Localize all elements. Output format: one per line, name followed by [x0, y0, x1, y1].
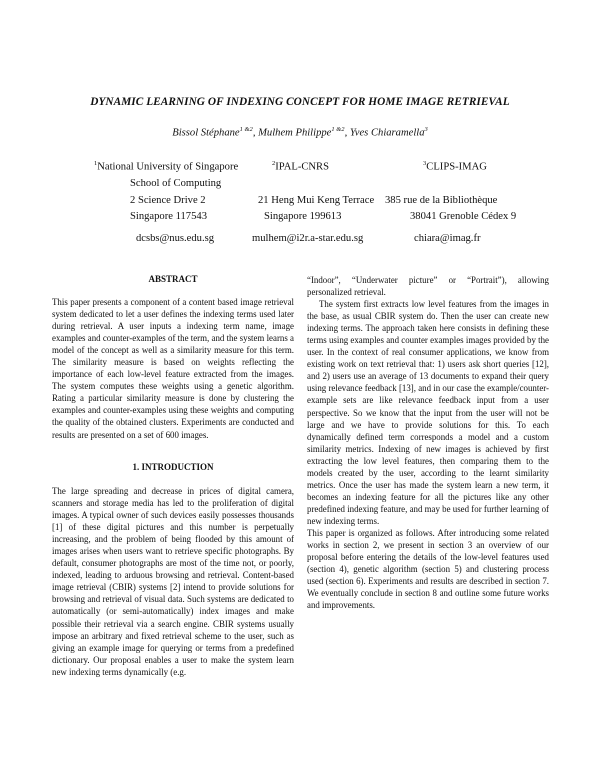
affiliation-line: CLIPS-IMAG — [426, 161, 487, 173]
affiliation-2 — [258, 156, 374, 226]
abstract-heading: ABSTRACT — [148, 274, 198, 284]
author-name: Mulhem Philippe — [258, 127, 332, 139]
continuation-paragraph: “Indoor”, “Underwater picture” or “Portrait”), allowing personalized retrieval. — [307, 275, 549, 298]
email-3: chiara@imag.fr — [414, 233, 481, 244]
right-column — [307, 274, 549, 611]
affiliation-line: National University of Singapore — [97, 161, 239, 173]
affiliation-line: IPAL-CNRS — [275, 161, 330, 173]
affiliation-line: 385 rue de la Bibliothèque — [385, 194, 498, 206]
author-name: Bissol Stéphane — [172, 127, 240, 139]
affiliation-mark: 1 — [94, 160, 98, 167]
author-affiliation-mark: 1 &2 — [239, 126, 253, 133]
introduction-heading: 1. INTRODUCTION — [132, 462, 214, 472]
affiliation-1 — [94, 156, 238, 226]
abstract-paragraph: This paper presents a component of a content based image retrieval system dedicated to let a user defines the indexing terms used later during retrieval. A user inputs a indexing term name, image examples and counter-examples of the term, and the system learns a model of the concept as well as a similarity measure for this term. The similarity measure is based on weights reflecting the importance of each low-level feature extracted from the images. The system computes these weights using a genetic algorithm. Rating a particular similarity measure is done by clustering the examples and counter-examples using these weights and computing the quality of the obtained clusters. Experiments are conducted and results are presented on a set of 600 images. — [52, 297, 294, 440]
affiliation-3 — [383, 156, 516, 226]
abstract-body — [52, 296, 294, 441]
affiliation-mark: 2 — [272, 160, 276, 167]
affiliation-line: 2 Science Drive 2 — [130, 194, 206, 206]
system-paragraph: The system first extracts low level features from the images in the base, as usual CBIR system do. Then the user can create new indexing terms. The approach taken here consists in defining these terms using examples and counter examples images provided by the user. In the context of real consumer applications, we know from existing work on text retrieval that: 1) users ask short queries [12], and 2) users use an average of 13 documents to expand their query using relevance feedback [13], and in our case the example/counter-example sets are like relevance feedback input from a user perspective. So we know that the input from the user will not be large and we have to provide solutions for this. To each dynamically defined term corresponds a model and a custom similarity metrics. Indexing of new images is achieved by first extracting the low level features, then comparing them to the models created by the user, according to the learnt similarity metrics. Once the user has made the system learn a new term, it becomes an indexing feature for all the pictures like any other predefined indexing feature, and may be used for further learning of new indexing terms. — [307, 299, 549, 526]
email-1: dcsbs@nus.edu.sg — [136, 233, 215, 244]
organization-paragraph: This paper is organized as follows. After introducing some related works in section 2, we present in section 3 an overview of our proposal before entering the details of the low-level features used (section 4), genetic algorithm (section 5) and clustering process used (section 6). Experiments and results are described in section 7. We eventually conclude in section 8 and outline some future works and improvements. — [307, 527, 549, 611]
author-list: Bissol Stéphane$^{1 \&2}$, Mulhem Philippe$^{1 \&2}$, Yves Chiaramella$^3$ — [172, 126, 428, 139]
introduction-paragraph: The large spreading and decrease in prices of digital camera, scanners and storage media has led to the proliferation of digital images. A typical owner of such devices easily possesses thousands [1] of these digital pictures and this number is perpetually increasing, and the problem of being flooded by this amount of images arises when users want to retrieve specific photographs. By default, consumer photographs are most of the time not, or poorly, indexed, leading to arduous browsing and retrieval. Content-based image retrieval (CBIR) systems [2] intend to provide solutions for browsing and retrieval of visual data. Such systems are dedicated to automatically (or semi-automatically) index images and make possible their retrieval via a search engine. CBIR systems usually impose an arbitrary and fixed retrieval scheme to the user, such as giving an example image for querying or terms from a predefined dictionary. Our proposal enables a user to make the system learn new indexing terms dynamically (e.g. — [52, 486, 294, 677]
author-name: Yves Chiaramella — [349, 127, 425, 139]
affiliation-line: 38041 Grenoble Cédex 9 — [410, 211, 517, 223]
introduction-body-left — [52, 485, 294, 678]
affiliation-line: Singapore 199613 — [264, 211, 342, 223]
email-2: mulhem@i2r.a-star.edu.sg — [252, 233, 364, 244]
affiliation-line: Singapore 117543 — [130, 211, 207, 223]
affiliation-line: School of Computing — [130, 178, 222, 190]
affiliation-mark: 3 — [423, 160, 427, 167]
author-affiliation-mark: 3 — [424, 126, 428, 133]
affiliation-line: 21 Heng Mui Keng Terrace — [258, 194, 375, 206]
author-affiliation-mark: 1 &2 — [331, 126, 345, 133]
paper-title: DYNAMIC LEARNING OF INDEXING CONCEPT FOR HOME IMAGE RETRIEVAL — [90, 96, 510, 108]
